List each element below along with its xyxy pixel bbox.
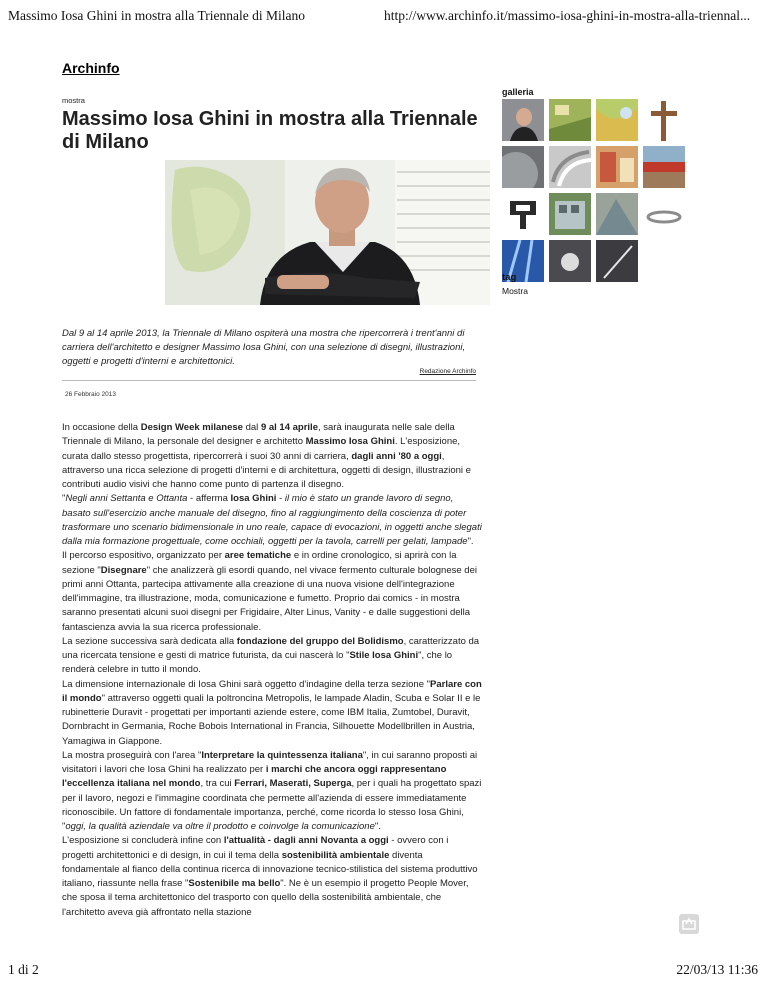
- bold-text: Massimo Iosa Ghini: [305, 436, 395, 448]
- italic-text: oggi, la qualità aziendale va oltre il prodotto e coinvolge la comunicazione: [65, 821, 375, 832]
- gallery-thumbnail[interactable]: [643, 193, 685, 235]
- bold-text: Ferrari, Maserati, Superga: [234, 778, 352, 790]
- gallery-thumbnail[interactable]: [596, 99, 638, 141]
- print-page-number: 1 di 2: [8, 962, 39, 977]
- gallery-thumbnail[interactable]: [549, 193, 591, 235]
- print-footer: [0, 962, 768, 986]
- article-paragraph: La dimensione internazionale di Iosa Ghini sarà oggetto d'indagine della terza sezione "Parlare con il mondo" attraverso oggetti quali la poltroncina Metropolis, le lampade Aladin, Scuba e Solar II e le rubinetterie Duravit - progettati per importanti aziende estere, come IBM Italia, Zumtobel, Duravit, Dornbracht in Germania, Roche Bobois International in Francia, Silhouette Modellbrillen in Austria, Yamagiwa in Giappone.: [62, 678, 482, 747]
- bold-text: Disegnare: [100, 564, 147, 576]
- bold-text: fondazione del gruppo del Bolidismo: [236, 635, 404, 647]
- bold-text: dagli anni '80 a oggi: [351, 450, 442, 462]
- gallery-thumbnail[interactable]: [502, 146, 544, 188]
- article-summary: Dal 9 al 14 aprile 2013, la Triennale di Milano ospiterà una mostra che ripercorrerà i trent'anni di carriera dell'architetto e designer Massimo Iosa Ghini, con una selezione di disegni, illustrazioni, oggetti e progetti d'interni e architettonici.: [62, 328, 466, 368]
- gallery-thumbnail[interactable]: [549, 99, 591, 141]
- print-datetime: 22/03/13 11:36: [676, 962, 758, 977]
- portrait-illustration: [165, 160, 490, 305]
- gallery-thumbnail[interactable]: [643, 99, 685, 141]
- page-title: Massimo Iosa Ghini in mostra alla Triennale di Milano: [62, 108, 478, 153]
- bold-text: 9 al 14 aprile: [260, 422, 318, 433]
- article-body: [62, 421, 482, 920]
- gallery-thumbnails: [502, 99, 688, 282]
- article-paragraph: Il percorso espositivo, organizzato per aree tematiche e in ordine cronologico, si aprirà con la sezione "Disegnare" che analizzerà gli esordi quando, nel vivace fermento culturale bolognese dei primi anni Ottanta, partecipa attivamente alla creazione di una nuova visione dell'integrazione dell'immagine, tra illustrazione, moda, comunicazione e fumetto. Proprio dai comics - in mostra saranno presentati alcuni suoi disegni per Frigidaire, Alter Linus, Vanity - e dalle suggestioni della fantascienza avvia la sua ricerca professionale.: [62, 550, 477, 633]
- share-icon: [679, 914, 699, 934]
- article-paragraph: In occasione della Design Week milanese dal 9 al 14 aprile, sarà inaugurata nelle sale della Triennale di Milano, la personale del designer e architetto Massimo Iosa Ghini. L'esposizione, curata dallo stesso progettista, ripercorrerà i suoi 30 anni di carriera, dagli anni '80 a oggi, attraverso una ricca selezione di progetti d'interni e di architettura, oggetti di design, illustrazioni e contributi audio visivi che hanno come punto di partenza il disegno.: [62, 422, 471, 490]
- print-page-title: Massimo Iosa Ghini in mostra alla Triennale di Milano: [8, 8, 305, 23]
- share-button[interactable]: [679, 914, 699, 934]
- italic-text: Negli anni Settanta e Ottanta: [65, 493, 188, 505]
- gallery-thumbnail[interactable]: [549, 146, 591, 188]
- bold-text: Parlare con il mondo: [62, 678, 482, 704]
- bold-text: aree tematiche: [224, 550, 292, 562]
- gallery-thumbnail[interactable]: [502, 193, 544, 235]
- article-paragraph: La mostra proseguirà con l'area "Interpretare la quintessenza italiana", in cui saranno proposti ai visitatori i lavori che Iosa Ghini ha realizzato per i marchi che ancora oggi rappresentano l'eccellenza italiana nel mondo, tra cui Ferrari, Maserati, Superga, per i quali ha progettato spazi per il lavoro, negozi e l'immagine coordinata che permette all'azienda di essere immediatamente riconoscibile. Un fattore di fondamentale importanza, perché, come ricorda lo stesso Iosa Ghini, "oggi, la qualità aziendale va oltre il prodotto e coinvolge la comunicazione".: [62, 749, 482, 832]
- gallery-thumbnail[interactable]: [596, 193, 638, 235]
- print-page-url: http://www.archinfo.it/massimo-iosa-ghini-in-mostra-alla-triennal...: [384, 8, 751, 23]
- gallery-thumbnail[interactable]: [502, 99, 544, 141]
- bold-text: Iosa Ghini: [230, 493, 277, 505]
- article-paragraph: "Negli anni Settanta e Ottanta - afferma Iosa Ghini - il mio è stato un grande lavoro di segno, basato sull'esercizio anche manuale del disegno, fino al raggiungimento della coscienza di poter trasformare uno scenario bidimensionale in uno reale, capace di evocazioni, in oggetti anche slegati dalla mia formazione progettuale, come occhiali, oggetti per la tavola, carrelli per gelati, lampade".: [62, 493, 482, 547]
- print-header: [0, 0, 768, 30]
- gallery-thumbnail[interactable]: [643, 146, 685, 188]
- article-main-photo: [165, 160, 490, 305]
- divider: [62, 380, 476, 381]
- bold-text: Design Week milanese: [140, 422, 243, 433]
- post-category: mostra: [62, 96, 85, 105]
- article-paragraph: La sezione successiva sarà dedicata alla fondazione del gruppo del Bolidismo, caratterizzato da una ricercata tensione e gesti di matrice futurista, da cui nascerà lo "Stile Iosa Ghini", che lo renderà celebre in tutto il mondo.: [62, 635, 480, 676]
- bold-text: Stile Iosa Ghini: [349, 650, 419, 661]
- bold-text: Sostenibile ma bello: [188, 878, 281, 889]
- tag-link-mostra[interactable]: Mostra: [502, 286, 528, 296]
- gallery-thumbnail[interactable]: [549, 240, 591, 282]
- gallery-thumbnail[interactable]: [596, 240, 638, 282]
- article-paragraph: L'esposizione si concluderà infine con l'attualità - dagli anni Novanta a oggi - ovvero con i progetti architettonici e di design, in cui il tema della sostenibilità ambientale diventa fondamentale al fianco della continua ricerca di innovazione tecnico-stilistica del sistema produttivo italiano, riassunte nella frase "Sostenibile ma bello". Ne è un esempio il progetto People Mover, che sposa il tema architettonico del trasporto con quello della sostenibilità ambientale, che l'architetto aveva già affrontato nella stazione: [62, 835, 478, 918]
- bold-text: l'attualità - dagli anni Novanta a oggi: [223, 835, 389, 847]
- author-link[interactable]: Redazione Archinfo: [419, 368, 476, 375]
- bold-text: Interpretare la quintessenza italiana: [201, 749, 363, 761]
- site-name-link[interactable]: Archinfo: [62, 60, 120, 76]
- bold-text: sostenibilità ambientale: [281, 849, 390, 861]
- tag-heading: tag: [502, 272, 517, 283]
- italic-text: il mio è stato un grande lavoro di segno, basato sull'esercizio anche manuale del disegno, fino al raggiungimento della coscienza di poter trasformare uno scenario bidimensionale in uno reale, capace di evocazioni, in oggetti anche slegati dalla mia formazione progettuale, come occhiali, oggetti per la tavola, carrelli per gelati, lampade: [62, 493, 482, 547]
- gallery-thumbnail[interactable]: [596, 146, 638, 188]
- post-date: 26 Febbraio 2013: [65, 391, 116, 398]
- gallery-heading: galleria: [502, 87, 534, 97]
- bold-text: i marchi che ancora oggi rappresentano l'eccellenza italiana nel mondo: [62, 764, 447, 790]
